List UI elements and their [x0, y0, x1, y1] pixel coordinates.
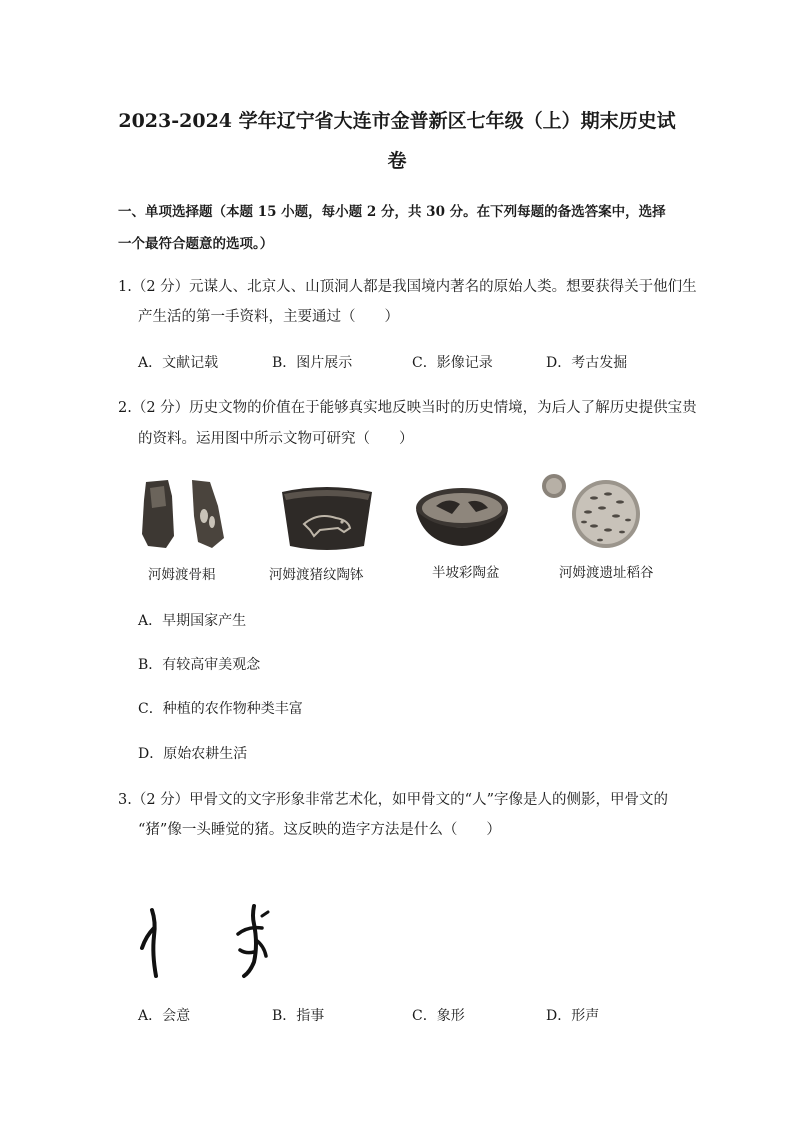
- caption-bone-spade: 河姆渡骨耜: [148, 567, 216, 583]
- painted-pottery-basin-image: [414, 486, 510, 550]
- q2-option-d[interactable]: D．原始农耕生活: [138, 746, 248, 762]
- section-heading: 一、单项选择题（本题 15 小题，每小题 2 分，共 30 分。在下列每题的备选答案中，选择: [118, 204, 666, 220]
- q1-option-c[interactable]: C．影像记录: [412, 355, 493, 371]
- bone-spade-image: [138, 476, 230, 552]
- q1-option-b[interactable]: B．图片展示: [272, 355, 353, 371]
- oracle-bone-person-glyph: [138, 906, 172, 980]
- q3-option-b[interactable]: B．指事: [272, 1008, 325, 1024]
- caption-pig-pottery-bowl: 河姆渡猪纹陶钵: [269, 567, 364, 583]
- question-3-stem: 3.（2 分）甲骨文的文字形象非常艺术化，如甲骨文的“人”字像是人的侧影，甲骨文的: [118, 792, 668, 808]
- q3-option-d[interactable]: D．形声: [546, 1008, 600, 1024]
- q2-option-c[interactable]: C．种植的农作物种类丰富: [138, 701, 303, 717]
- question-3-stem-continued: “猪”像一头睡觉的猪。这反映的造字方法是什么（ ）: [138, 822, 501, 838]
- caption-painted-basin: 半坡彩陶盆: [432, 565, 500, 581]
- pig-pattern-pottery-bowl-image: [278, 484, 376, 554]
- question-1-stem: 1.（2 分）元谋人、北京人、山顶洞人都是我国境内著名的原始人类。想要获得关于他们生: [118, 279, 697, 295]
- rice-grains-image: [538, 472, 646, 552]
- question-2-stem: 2.（2 分）历史文物的价值在于能够真实地反映当时的历史情境，为后人了解历史提供宝贵: [118, 400, 697, 416]
- section-heading-continued: 一个最符合题意的选项。）: [118, 236, 274, 252]
- question-2-stem-continued: 的资料。运用图中所示文物可研究（ ）: [138, 431, 414, 447]
- page-title: 2023-2024 学年辽宁省大连市金普新区七年级（上）期末历史试: [118, 110, 676, 132]
- q3-option-a[interactable]: A．会意: [138, 1008, 191, 1024]
- q1-option-d[interactable]: D．考古发掘: [546, 355, 628, 371]
- q1-option-a[interactable]: A．文献记载: [138, 355, 219, 371]
- q2-option-b[interactable]: B．有较高审美观念: [138, 657, 261, 673]
- page-title-continued: 卷: [387, 150, 407, 172]
- q3-option-c[interactable]: C．象形: [412, 1008, 465, 1024]
- caption-rice-grains: 河姆渡遗址稻谷: [559, 565, 654, 581]
- oracle-bone-pig-glyph: [232, 904, 272, 980]
- q2-option-a[interactable]: A．早期国家产生: [138, 613, 247, 629]
- question-1-stem-continued: 产生活的第一手资料，主要通过（ ）: [138, 309, 399, 325]
